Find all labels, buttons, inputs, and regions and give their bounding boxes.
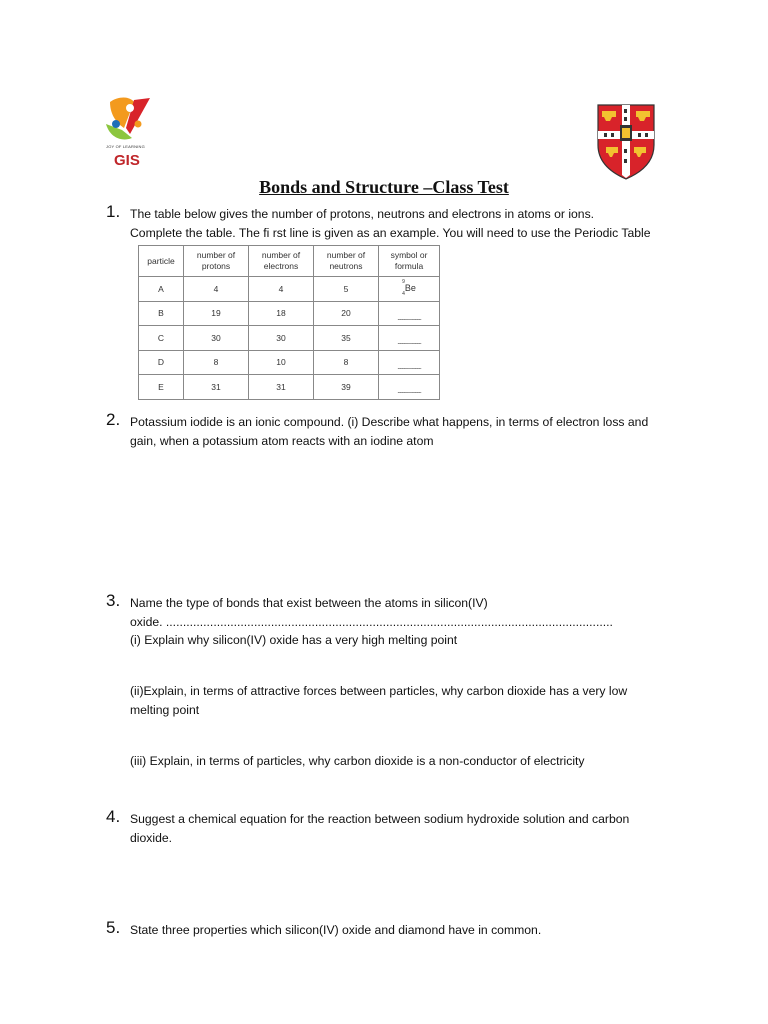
table-cell: 18 <box>249 301 314 326</box>
question-text: Name the type of bonds that exist between the atoms in silicon(IV) <box>130 596 488 610</box>
question-5 <box>106 918 666 940</box>
mass-number: 9 <box>402 279 405 286</box>
table-cell: 4 <box>184 277 249 302</box>
element-symbol: Be <box>404 283 416 294</box>
question-text: dioxide. <box>130 830 173 845</box>
table-cell: B <box>139 301 184 326</box>
question-2 <box>106 410 666 450</box>
table-header: number of electrons <box>249 246 314 277</box>
gis-logo <box>100 94 160 176</box>
question-text: Suggest a chemical equation for the reaction between sodium hydroxide solution and carbon <box>130 812 630 826</box>
table-cell-symbol <box>379 277 440 302</box>
table-cell: 30 <box>249 326 314 351</box>
table-header: number of protons <box>184 246 249 277</box>
table-cell: 10 <box>249 350 314 375</box>
table-cell: 20 <box>314 301 379 326</box>
question-text: (i) Explain why silicon(IV) oxide has a very high melting point <box>130 633 458 648</box>
gis-logo-mark-icon <box>100 94 160 146</box>
table-row <box>139 301 440 326</box>
question-3-part-ii <box>130 682 690 719</box>
question-number: 4. <box>106 807 121 826</box>
answer-dots: ......................... <box>397 363 421 371</box>
question-3-part-iii <box>130 752 690 771</box>
table-cell: 4 <box>249 277 314 302</box>
table-cell: D <box>139 350 184 375</box>
table-cell: 30 <box>184 326 249 351</box>
table-header: symbol or formula <box>379 246 440 277</box>
question-text: (iii) Explain, in terms of particles, why carbon dioxide is a non-conductor of electricity <box>130 754 585 768</box>
table-row <box>139 326 440 351</box>
question-number: 3. <box>106 591 121 610</box>
question-text: Complete the table. The fi rst line is given as an example. You will need to use the Periodic Table <box>130 225 651 240</box>
atomic-number: 4 <box>402 291 405 298</box>
table-cell: 8 <box>314 350 379 375</box>
isotope-symbol <box>402 279 416 298</box>
table-cell: 39 <box>314 375 379 400</box>
table-row <box>139 375 440 400</box>
question-text: gain, when a potassium atom reacts with an iodine atom <box>130 433 434 448</box>
table-cell: 31 <box>249 375 314 400</box>
table-cell-answer[interactable] <box>379 375 440 400</box>
table-cell: C <box>139 326 184 351</box>
question-text: melting point <box>130 702 200 717</box>
question-text: Potassium iodide is an ionic compound. (i) Describe what happens, in terms of electron loss and <box>130 415 649 429</box>
table-cell: 35 <box>314 326 379 351</box>
table-cell-answer[interactable] <box>379 301 440 326</box>
table-row <box>139 350 440 375</box>
gis-tagline: JOY OF LEARNING <box>106 144 145 149</box>
table-header: number of neutrons <box>314 246 379 277</box>
table-header-row <box>139 246 440 277</box>
answer-dots: ......................... <box>397 388 421 396</box>
table-cell: 8 <box>184 350 249 375</box>
question-text: The table below gives the number of protons, neutrons and electrons in atoms or ions. <box>130 207 595 221</box>
question-4 <box>106 807 666 847</box>
table-cell-answer[interactable] <box>379 350 440 375</box>
question-1 <box>106 202 666 242</box>
university-crest-icon <box>594 101 658 181</box>
question-number: 2. <box>106 410 121 429</box>
question-text: oxide. .................................................................................................................................... <box>130 614 613 629</box>
gis-name: GIS <box>114 152 140 169</box>
table-cell: A <box>139 277 184 302</box>
answer-dots: ......................... <box>397 314 421 322</box>
question-number: 1. <box>106 202 121 221</box>
particle-table <box>138 245 440 400</box>
question-number: 5. <box>106 918 121 937</box>
table-cell: 5 <box>314 277 379 302</box>
table-cell-answer[interactable] <box>379 326 440 351</box>
table-cell: 19 <box>184 301 249 326</box>
table-cell: E <box>139 375 184 400</box>
question-3 <box>106 591 666 650</box>
question-text: State three properties which silicon(IV) oxide and diamond have in common. <box>130 923 542 937</box>
table-header: particle <box>139 246 184 277</box>
table-row <box>139 277 440 302</box>
question-text: (ii)Explain, in terms of attractive forces between particles, why carbon dioxide has a very low <box>130 684 628 698</box>
table-cell: 31 <box>184 375 249 400</box>
page-title: Bonds and Structure –Class Test <box>259 177 509 197</box>
answer-dots: ......................... <box>397 339 421 347</box>
